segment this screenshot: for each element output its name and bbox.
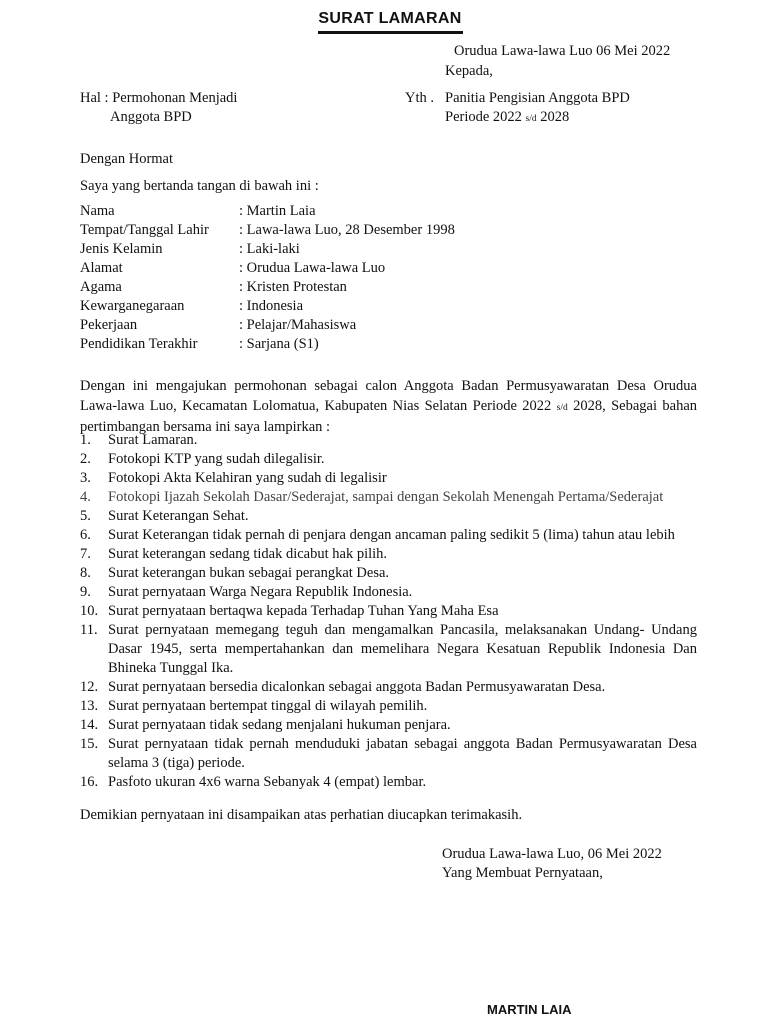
field-row: [80, 259, 455, 278]
item-text: Fotokopi Ijazah Sekolah Dasar/Sederajat, sampai dengan Sekolah Menengah Pertama/Sederajat: [108, 489, 664, 505]
field-label: Nama: [80, 203, 115, 219]
hal-line-1: Hal : Permohonan Menjadi: [80, 90, 238, 106]
field-label: Kewarganegaraan: [80, 298, 185, 314]
hal-line-2: Anggota BPD: [110, 109, 192, 125]
identity-fields: [80, 202, 455, 354]
field-row: [80, 202, 455, 221]
list-item: [80, 716, 697, 735]
list-item: [80, 583, 697, 602]
list-item: [80, 697, 697, 716]
signature-place-date: Orudua Lawa-lawa Luo, 06 Mei 2022: [442, 846, 662, 862]
item-text: Surat pernyataan memegang teguh dan mengamalkan Pancasila, melaksanakan Undang- Undang Dasar 1945, serta mempertahankan dan memelihara Negara Kesatuan Republik Indonesia Dan Bhineka Tunggal Ika.: [108, 622, 697, 676]
letter-title: SURAT LAMARAN: [318, 10, 462, 27]
item-number: 16.: [80, 774, 99, 790]
item-text: Surat pernyataan bertempat tinggal di wilayah pemilih.: [108, 698, 428, 714]
item-number: 5.: [80, 508, 91, 524]
field-row: [80, 316, 455, 335]
item-number: 7.: [80, 546, 91, 562]
item-number: 4.: [80, 489, 91, 505]
field-value: : Laki-laki: [239, 241, 300, 257]
salutation: Dengan Hormat: [80, 151, 174, 167]
field-value: : Kristen Protestan: [239, 279, 347, 295]
yth-label: Yth .: [405, 90, 434, 106]
signature-role: Yang Membuat Pernyataan,: [442, 865, 603, 881]
field-label: Jenis Kelamin: [80, 241, 163, 257]
item-number: 14.: [80, 717, 99, 733]
item-number: 9.: [80, 584, 91, 600]
item-text: Surat Lamaran.: [108, 432, 198, 448]
item-text: Surat pernyataan bersedia dicalonkan sebagai anggota Badan Permusyawaratan Desa.: [108, 679, 606, 695]
recipient-line-1: Panitia Pengisian Anggota BPD: [445, 90, 630, 106]
list-item: [80, 450, 697, 469]
list-item: [80, 488, 697, 507]
field-value: : Pelajar/Mahasiswa: [239, 317, 357, 333]
field-row: [80, 278, 455, 297]
field-label: Tempat/Tanggal Lahir: [80, 222, 209, 238]
item-text: Fotokopi KTP yang sudah dilegalisir.: [108, 451, 325, 467]
field-label: Pendidikan Terakhir: [80, 336, 198, 352]
item-text: Surat Keterangan Sehat.: [108, 508, 249, 524]
item-number: 10.: [80, 603, 99, 619]
item-text: Surat pernyataan tidak pernah menduduki jabatan sebagai anggota Badan Permusyawaratan Desa selama 3 (tiga) periode.: [108, 736, 697, 771]
item-text: Surat keterangan bukan sebagai perangkat Desa.: [108, 565, 390, 581]
list-item: [80, 735, 697, 773]
field-label: Agama: [80, 279, 122, 295]
date-top: Orudua Lawa-lawa Luo 06 Mei 2022: [454, 43, 671, 59]
recipient-line-2: Periode 2022 s/d 2028: [445, 109, 570, 125]
list-item: [80, 507, 697, 526]
field-row: [80, 297, 455, 316]
intro-text: Saya yang bertanda tangan di bawah ini :: [80, 178, 319, 194]
item-text: Fotokopi Akta Kelahiran yang sudah di legalisir: [108, 470, 387, 486]
item-number: 8.: [80, 565, 91, 581]
item-number: 6.: [80, 527, 91, 543]
field-value: : Lawa-lawa Luo, 28 Desember 1998: [239, 222, 455, 238]
item-text: Surat pernyataan bertaqwa kepada Terhadap Tuhan Yang Maha Esa: [108, 603, 499, 619]
list-item: [80, 431, 697, 450]
closing-text: Demikian pernyataan ini disampaikan atas perhatian diucapkan terimakasih.: [80, 807, 523, 823]
item-text: Surat keterangan sedang tidak dicabut hak pilih.: [108, 546, 388, 562]
field-value: : Indonesia: [239, 298, 304, 314]
field-row: [80, 240, 455, 259]
application-paragraph: Dengan ini mengajukan permohonan sebagai calon Anggota Badan Permusyawaratan Desa Orudua Lawa-lawa Luo, Kecamatan Lolomatua, Kabupaten Nias Selatan Periode 2022 s/d 2028, Sebagai bahan pertimbangan bersama ini saya lampirkan :: [80, 378, 698, 435]
item-text: Surat Keterangan tidak pernah di penjara dengan ancaman paling sedikit 5 (lima) tahun atau lebih: [108, 527, 675, 543]
field-row: [80, 335, 455, 354]
list-item: [80, 678, 697, 697]
item-text: Surat pernyataan tidak sedang menjalani hukuman penjara.: [108, 717, 451, 733]
attachment-list: [80, 431, 697, 792]
field-value: : Orudua Lawa-lawa Luo: [239, 260, 386, 276]
item-number: 12.: [80, 679, 99, 695]
field-row: [80, 221, 455, 240]
item-number: 11.: [80, 622, 98, 638]
item-number: 1.: [80, 432, 91, 448]
list-item: [80, 564, 697, 583]
field-value: : Sarjana (S1): [239, 336, 319, 352]
list-item: [80, 526, 697, 545]
list-item: [80, 469, 697, 488]
item-text: Pasfoto ukuran 4x6 warna Sebanyak 4 (empat) lembar.: [108, 774, 427, 790]
item-number: 2.: [80, 451, 91, 467]
kepada: Kepada,: [445, 63, 493, 79]
title-underline: [318, 31, 463, 34]
list-item: [80, 545, 697, 564]
item-number: 13.: [80, 698, 99, 714]
list-item: [80, 773, 697, 792]
field-value: : Martin Laia: [239, 203, 316, 219]
list-item: [80, 621, 697, 678]
item-text: Surat pernyataan Warga Negara Republik Indonesia.: [108, 584, 413, 600]
field-label: Pekerjaan: [80, 317, 138, 333]
field-label: Alamat: [80, 260, 123, 276]
item-number: 15.: [80, 736, 99, 752]
signatory-name: MARTIN LAIA: [487, 1002, 572, 1017]
list-item: [80, 602, 697, 621]
item-number: 3.: [80, 470, 91, 486]
